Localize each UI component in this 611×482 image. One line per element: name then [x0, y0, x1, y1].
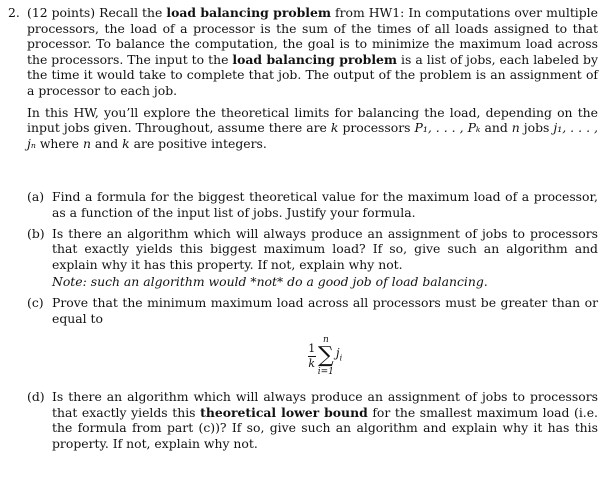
- problem-content: [27, 5, 598, 451]
- fraction-numerator: 1: [308, 341, 316, 355]
- setup-n-2: n: [82, 135, 91, 151]
- setup-n: n: [511, 120, 520, 136]
- setup-paragraph: [27, 105, 598, 152]
- intro-text-2: is a list of jobs, each labeled by the time it would take to complete that job. The output of the problem is an assignment of a processor to each job.: [27, 51, 598, 98]
- sum-lower-limit: i=1: [317, 367, 334, 378]
- setup-text-7: are positive integers.: [129, 135, 267, 151]
- setup-text-2: processors: [338, 120, 415, 136]
- sum-upper-limit: n: [322, 335, 329, 346]
- part-d-text-2: for the smallest maximum load (i.e. the formula from part (c))? If so, give such an algorithm and explain why it has this property. If not, explain why not.: [52, 404, 598, 451]
- part-d-text-1: Is there an algorithm which will always produce an assignment of jobs to processors that exactly yields this: [52, 389, 598, 420]
- setup-text-5: where: [35, 135, 83, 151]
- part-c-text: Prove that the minimum maximum load across all processors must be greater than or equal to: [52, 294, 598, 326]
- part-a-label: (a): [27, 189, 45, 205]
- part-b-label: (b): [27, 225, 45, 241]
- problem-2: [8, 5, 598, 456]
- intro-text-1: from HW1: In computations over multiple processors, the load of a processor is the sum of the times of all loads assigned to that processor. To balance the computation, the goal is to minimize the maximum load across the processors. The input to the: [27, 5, 598, 67]
- fraction-denominator: k: [308, 356, 316, 370]
- part-d-bold: theoretical lower bound: [200, 404, 368, 420]
- sigma-symbol: ∑: [317, 343, 334, 369]
- part-a-text: Find a formula for the biggest theoretical value for the maximum load of a processor, as a function of the input list of jobs. Justify your formula.: [52, 189, 598, 220]
- lower-bound-formula: [52, 328, 598, 384]
- part-d: [27, 389, 598, 451]
- intro-points: (12 points) Recall the: [27, 5, 167, 20]
- part-d-label: (d): [27, 389, 45, 405]
- setup-k-2: k: [122, 135, 130, 151]
- part-b-text: Is there an algorithm which will always produce an assignment of jobs to processors that exactly yields this biggest maximum load? If so, give such an algorithm and explain why it has this property. If not, explain why not.: [52, 225, 598, 272]
- part-b-note: Note: such an algorithm would *not* do a good job of load balancing.: [52, 274, 488, 290]
- setup-text-6: and: [90, 135, 123, 151]
- setup-text-3: and: [480, 120, 512, 136]
- setup-text-1: In this HW, you’ll explore the theoretical limits for balancing the load, depending on the input jobs given. Throughout, assume there are: [27, 104, 598, 136]
- problem-number: 2.: [8, 5, 20, 20]
- summation: [318, 335, 334, 377]
- sum-term-base: j: [335, 346, 340, 361]
- intro-topic-2: load balancing problem: [232, 51, 398, 67]
- part-a: [27, 189, 598, 220]
- setup-k: k: [330, 120, 339, 136]
- parts-list: [27, 189, 598, 451]
- setup-jobs: j₁, . . . , jₙ: [27, 120, 598, 151]
- setup-text-4: jobs: [519, 120, 554, 136]
- fraction-one-over-k: [308, 343, 316, 370]
- part-c-label: (c): [27, 294, 44, 310]
- sum-term: [336, 346, 342, 366]
- sum-term-subscript: i: [339, 353, 343, 363]
- part-c: [27, 295, 598, 384]
- part-b: [27, 226, 598, 290]
- intro-paragraph: [27, 5, 598, 99]
- intro-topic: load balancing problem: [166, 5, 331, 20]
- setup-processors: P₁, . . . , Pₖ: [414, 120, 481, 136]
